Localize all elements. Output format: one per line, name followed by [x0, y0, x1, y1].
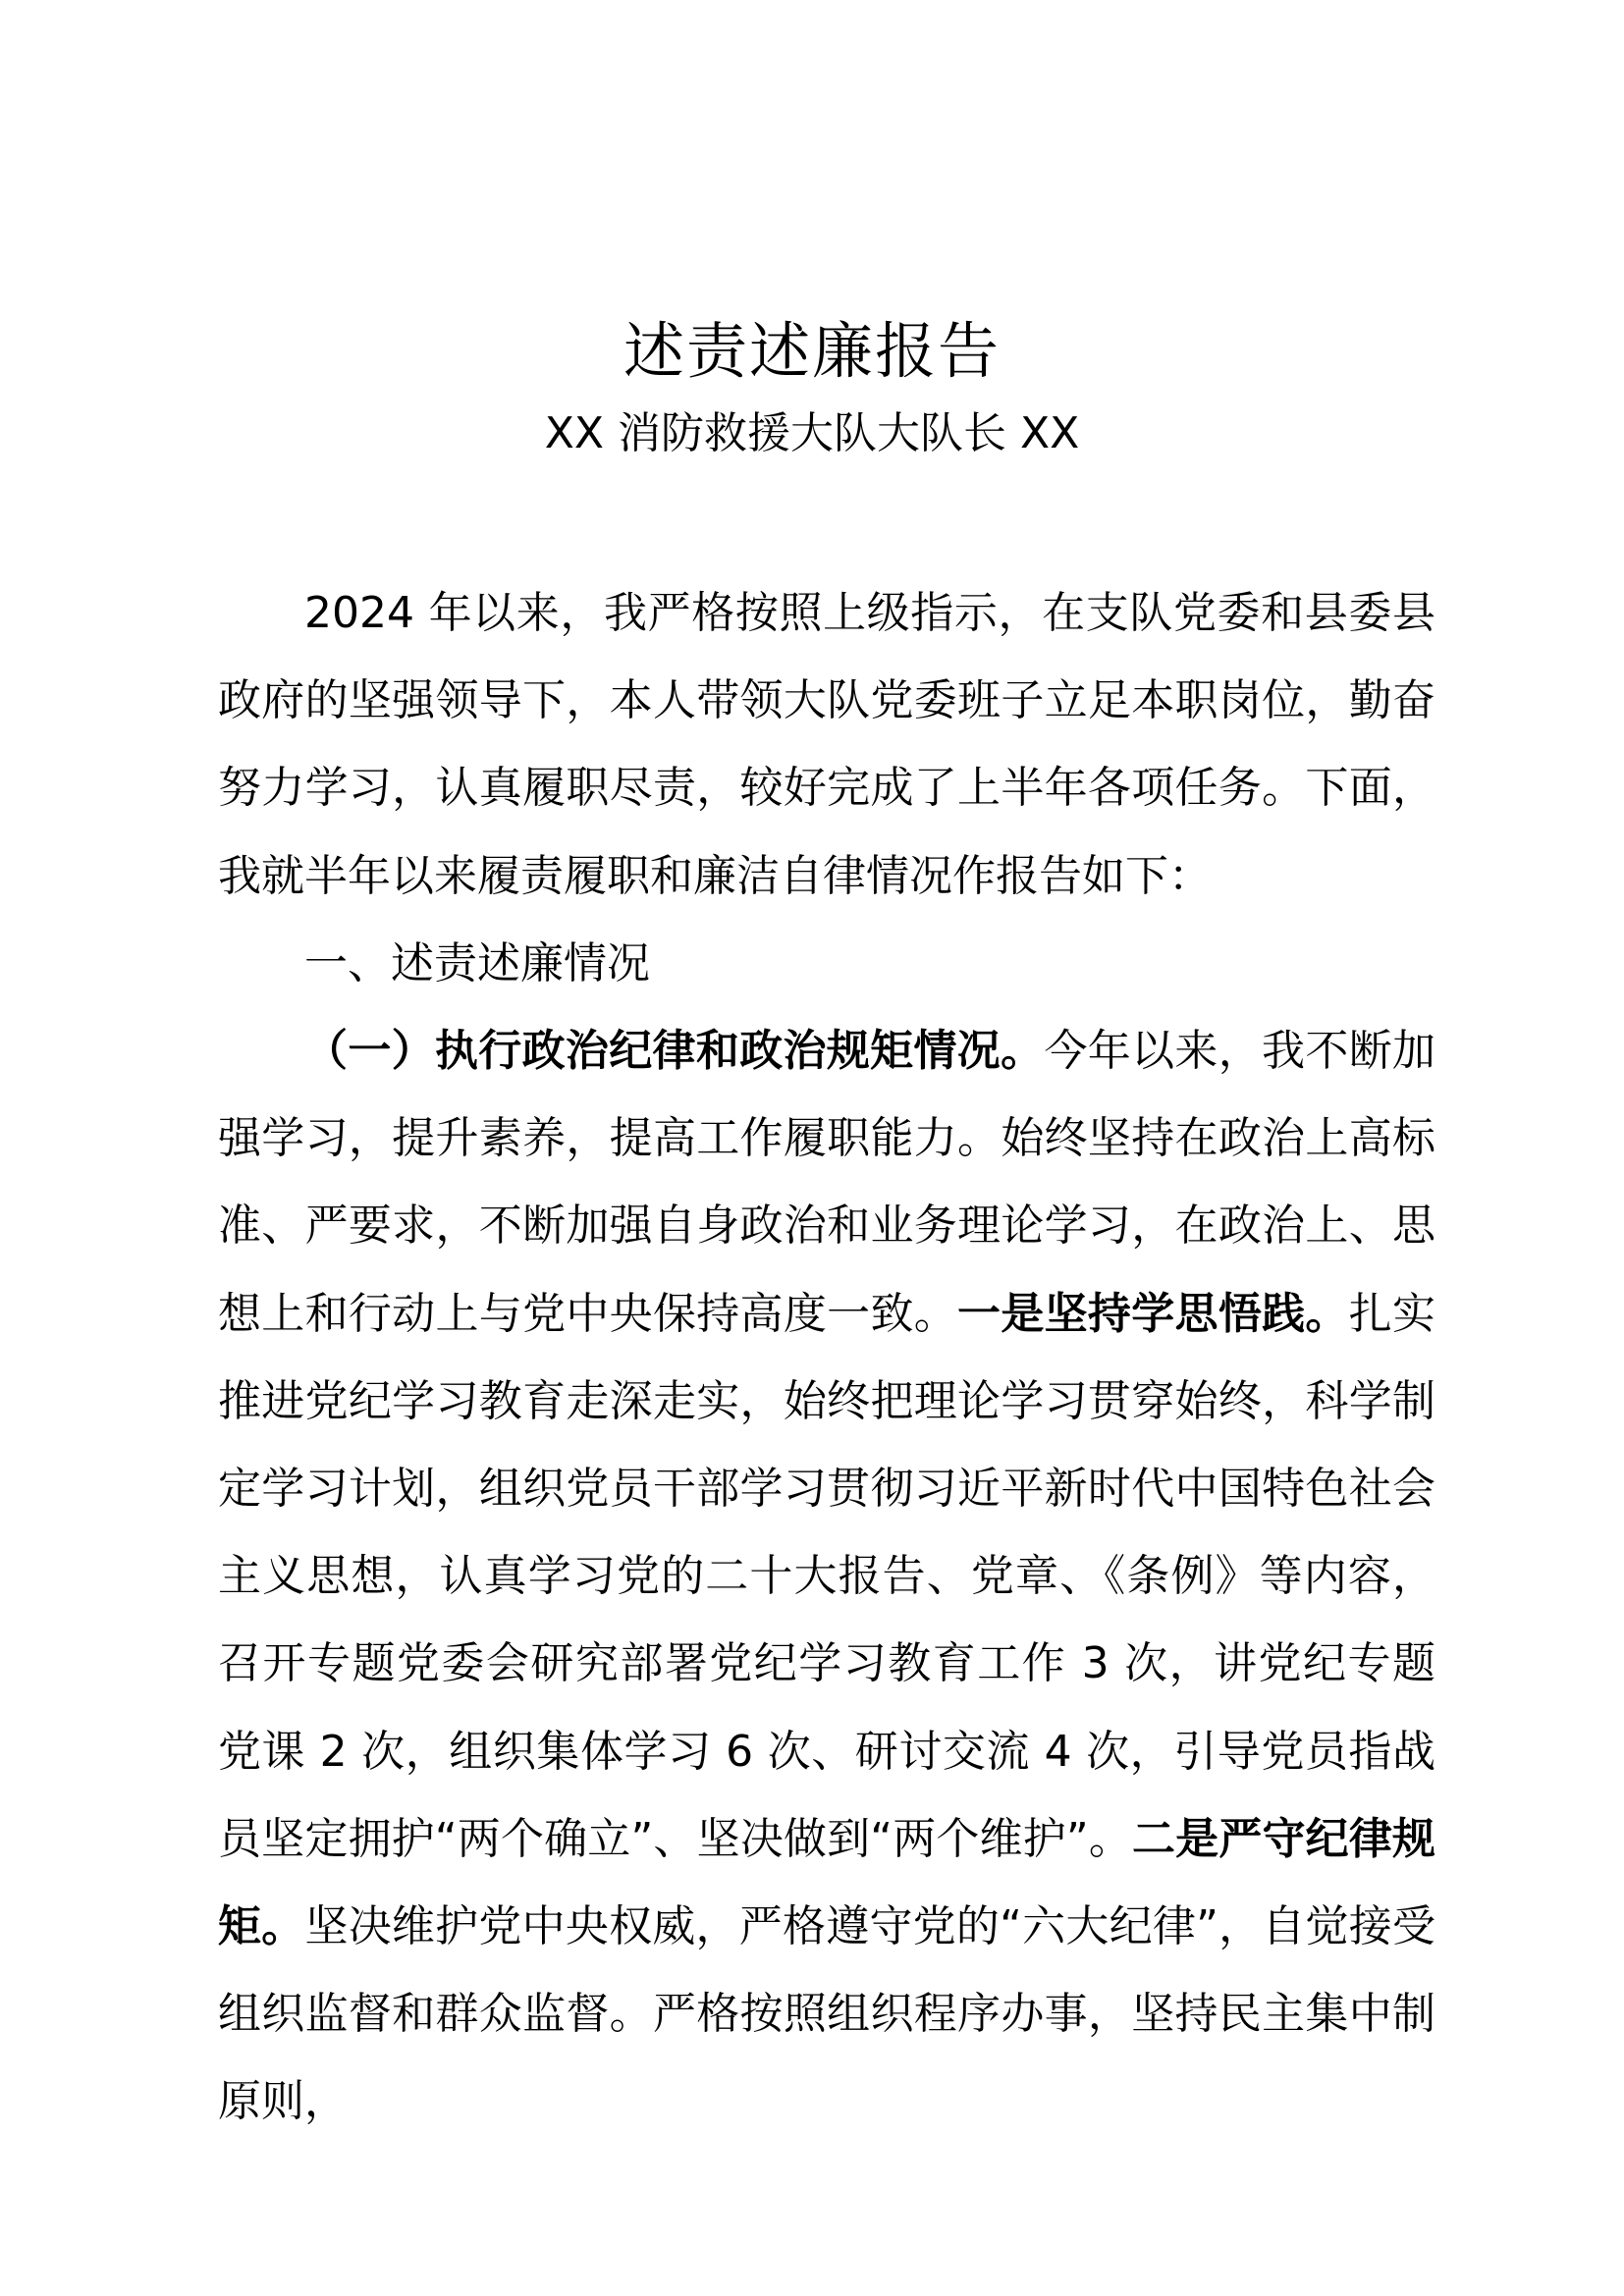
- section1-text-b: 扎实推进党纪学习教育走深走实，始终把理论学习贯穿始终，科学制定学习计划，组织党员干部学习贯彻习近平新时代中国特色社会主义思想，认真学习党的二十大报告、党章、《条例》等内容，召开专题党委会研究部署党纪学习教育工作 3 次，讲党纪专题党课 2 次，组织集体学习 6 次、研讨交流 4 次，引导党员指战员坚定拥护“两个确立”、坚决做到“两个维护”。: [218, 1288, 1436, 1864]
- section1-label: （一）执行政治纪律和政治规矩情况。: [304, 1026, 1045, 1077]
- document-body: [218, 569, 1435, 2146]
- section-heading: 一、述责述廉情况: [304, 937, 650, 988]
- section1-paragraph: [218, 1007, 1435, 2146]
- intro-paragraph: 2024 年以来，我严格按照上级指示，在支队党委和县委县政府的坚强领导下，本人带领大队党委班子立足本职岗位，勤奋努力学习，认真履职尽责，较好完成了上半年各项任务。下面，我就半年以来履责履职和廉洁自律情况作报告如下：: [218, 588, 1435, 901]
- document-title: 述责述廉报告: [623, 315, 1001, 387]
- point2-label: 二是严守纪律规矩。: [218, 1813, 1435, 1952]
- point1-label: 一是坚持学思悟践。: [957, 1288, 1349, 1339]
- document-subtitle: XX 消防救援大队大队长 XX: [544, 408, 1080, 458]
- section1-text-a: 今年以来，我不断加强学习，提升素养，提高工作履职能力。始终坚持在政治上高标准、严要求，不断加强自身政治和业务理论学习，在政治上、思想上和行动上与党中央保持高度一致。: [218, 1026, 1436, 1339]
- section1-text-c: 坚决维护党中央权威，严格遵守党的“六大纪律”，自觉接受组织监督和群众监督。严格按照组织程序办事，坚持民主集中制原则，: [218, 1901, 1436, 2127]
